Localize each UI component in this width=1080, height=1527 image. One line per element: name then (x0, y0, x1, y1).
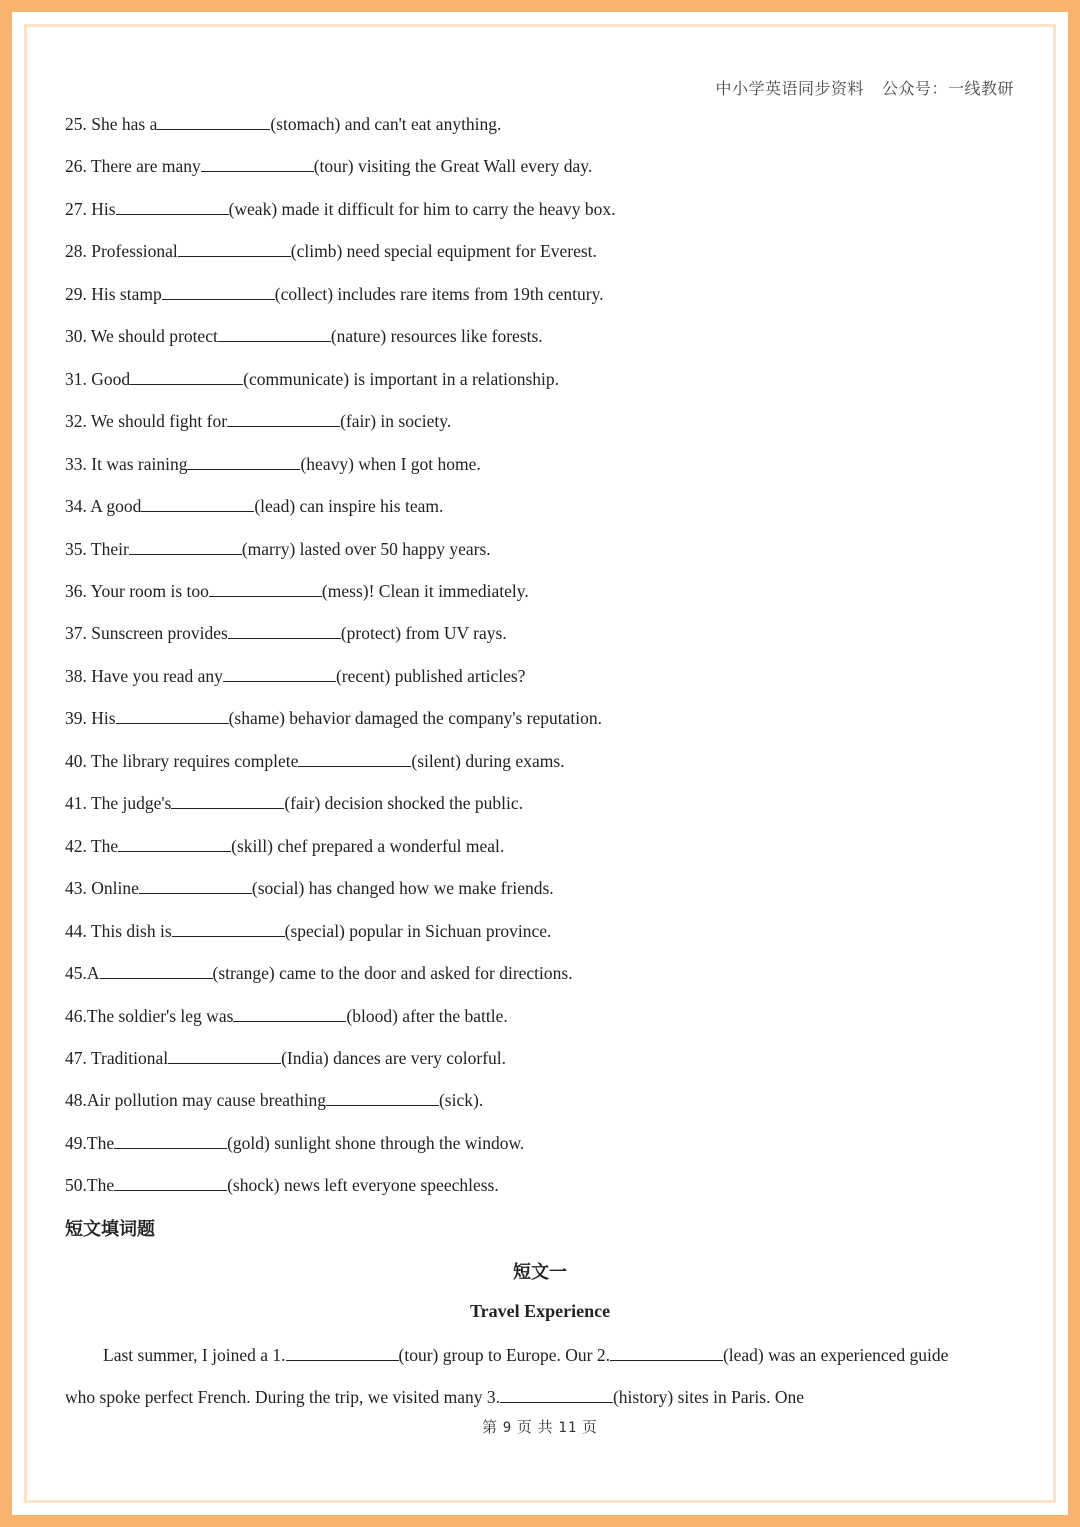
question-item (65, 1174, 499, 1196)
question-hint: (protect) from UV rays. (340, 623, 507, 644)
question-hint: (collect) includes rare items from 19th century. (274, 283, 604, 304)
question-item (65, 113, 501, 135)
question-text: 39. His (65, 708, 116, 729)
question-text: 46.The soldier's leg was (65, 1005, 234, 1026)
answer-blank[interactable] (168, 1047, 281, 1064)
question-item (65, 198, 616, 220)
header-source: 中小学英语同步资料 (715, 81, 864, 98)
question-text: 47. Traditional (65, 1047, 169, 1068)
question-text: 38. Have you read any (65, 665, 223, 686)
question-item (65, 283, 604, 305)
question-text: 48.Air pollution may cause breathing (65, 1090, 326, 1111)
question-text: 40. The library requires complete (65, 750, 299, 771)
question-hint: (gold) sunlight shone through the window. (227, 1132, 525, 1153)
question-text: 25. She has a (65, 114, 158, 134)
answer-blank[interactable] (130, 368, 243, 385)
question-item (65, 622, 507, 644)
answer-blank[interactable] (162, 283, 275, 300)
question-hint: (marry) lasted over 50 happy years. (241, 538, 491, 559)
question-hint: (recent) published articles? (335, 665, 526, 686)
question-text: 34. A good (65, 496, 142, 517)
answer-blank[interactable] (178, 240, 291, 257)
question-hint: (climb) need special equipment for Everest. (290, 241, 597, 262)
section-title: 短文填词题 (65, 1219, 155, 1239)
question-hint: (blood) after the battle. (346, 1005, 508, 1026)
question-item (65, 538, 491, 560)
question-hint: (fair) in society. (340, 411, 452, 432)
question-hint: (sick). (438, 1090, 484, 1111)
question-item (65, 155, 592, 177)
question-item (65, 920, 551, 942)
answer-blank[interactable] (223, 665, 336, 682)
answer-blank[interactable] (227, 410, 340, 427)
answer-blank[interactable] (129, 538, 242, 555)
passage-text: (lead) was an experienced guide (722, 1345, 949, 1365)
question-item (65, 240, 597, 262)
question-item (65, 665, 525, 687)
footer-text: 第 (481, 1420, 498, 1436)
question-item (65, 368, 559, 390)
answer-blank[interactable] (187, 453, 300, 470)
question-text: 26. There are many (65, 156, 201, 177)
question-item (65, 1005, 508, 1027)
question-text: 37. Sunscreen provides (65, 623, 228, 644)
question-hint: (lead) can inspire his team. (254, 496, 444, 517)
question-text: 36. Your room is too (65, 581, 209, 601)
passage-title: Travel Experience (469, 1301, 611, 1321)
question-hint: (social) has changed how we make friends. (251, 878, 554, 899)
answer-blank[interactable] (100, 962, 213, 979)
question-hint: (silent) during exams. (411, 750, 565, 771)
answer-blank[interactable] (139, 877, 252, 894)
question-hint: (strange) came to the door and asked for directions. (212, 963, 573, 983)
question-hint: (tour) visiting the Great Wall every day. (313, 156, 593, 177)
footer-text: 页 (582, 1420, 599, 1436)
question-text: 29. His stamp (65, 283, 162, 304)
question-item (65, 962, 573, 984)
answer-blank[interactable] (286, 1344, 399, 1361)
question-hint: (communicate) is important in a relationship. (243, 368, 560, 389)
question-item (65, 877, 554, 899)
question-item (65, 580, 529, 602)
answer-blank[interactable] (610, 1344, 723, 1361)
question-text: 28. Professional (65, 241, 178, 262)
question-text: 31. Good (65, 368, 131, 389)
question-text: 35. Their (65, 538, 129, 559)
question-item (65, 1089, 483, 1111)
answer-blank[interactable] (114, 1132, 227, 1149)
page-total: 11 (558, 1420, 578, 1436)
question-hint: (shame) behavior damaged the company's reputation. (228, 708, 603, 729)
question-hint: (nature) resources like forests. (330, 326, 543, 347)
answer-blank[interactable] (116, 707, 229, 724)
question-hint: (fair) decision shocked the public. (284, 793, 523, 814)
answer-blank[interactable] (171, 792, 284, 809)
answer-blank[interactable] (141, 495, 254, 512)
answer-blank[interactable] (233, 1005, 346, 1022)
passage-text: (tour) group to Europe. Our 2. (398, 1345, 610, 1365)
question-item (65, 707, 602, 729)
question-text: 44. This dish is (65, 920, 172, 941)
question-text: 41. The judge's (65, 793, 172, 814)
answer-blank[interactable] (500, 1386, 613, 1403)
passage-label: 短文一 (513, 1262, 567, 1282)
header-account: 公众号：一线教研 (881, 81, 1014, 98)
page-footer (0, 1416, 1080, 1437)
question-text: 43. Online (65, 878, 139, 899)
question-item (65, 453, 481, 475)
page-header (715, 76, 1014, 99)
passage-line-2 (65, 1386, 1008, 1408)
question-hint: (India) dances are very colorful. (281, 1047, 507, 1068)
answer-blank[interactable] (114, 1174, 227, 1191)
passage-text: who spoke perfect French. During the trip, we visited many 3. (65, 1387, 500, 1407)
answer-blank[interactable] (218, 325, 331, 342)
question-item (65, 1047, 506, 1069)
passage-line-1 (103, 1344, 1008, 1366)
question-text: 45.A (65, 963, 100, 983)
page-number: 9 (502, 1420, 513, 1436)
question-hint: (weak) made it difficult for him to carry the heavy box. (228, 198, 616, 219)
answer-blank[interactable] (228, 622, 341, 639)
question-item (65, 410, 451, 432)
question-hint: (skill) chef prepared a wonderful meal. (231, 835, 505, 856)
question-item (65, 835, 504, 857)
question-item (65, 495, 443, 517)
answer-blank[interactable] (157, 113, 270, 130)
question-hint: (special) popular in Sichuan province. (284, 920, 552, 941)
question-text: 32. We should fight for (65, 411, 228, 432)
question-item (65, 750, 565, 772)
answer-blank[interactable] (209, 580, 322, 597)
answer-blank[interactable] (118, 835, 231, 852)
question-item (65, 1132, 524, 1154)
question-text: 50.The (65, 1175, 115, 1196)
question-text: 30. We should protect (65, 326, 218, 347)
question-text: 33. It was raining (65, 453, 188, 474)
question-hint: (mess)! Clean it immediately. (321, 581, 529, 601)
passage-text: (history) sites in Paris. One (612, 1387, 804, 1407)
passage-text: Last summer, I joined a 1. (103, 1345, 286, 1365)
answer-blank[interactable] (298, 750, 411, 767)
question-text: 42. The (65, 835, 119, 856)
answer-blank[interactable] (201, 155, 314, 172)
question-item (65, 325, 543, 347)
answer-blank[interactable] (326, 1089, 439, 1106)
footer-text: 页 共 (516, 1420, 554, 1436)
question-hint: (heavy) when I got home. (300, 453, 481, 474)
question-text: 27. His (65, 198, 116, 219)
question-item (65, 792, 523, 814)
question-hint: (stomach) and can't eat anything. (270, 114, 502, 134)
question-text: 49.The (65, 1132, 115, 1153)
question-hint: (shock) news left everyone speechless. (227, 1175, 499, 1196)
answer-blank[interactable] (172, 920, 285, 937)
answer-blank[interactable] (116, 198, 229, 215)
